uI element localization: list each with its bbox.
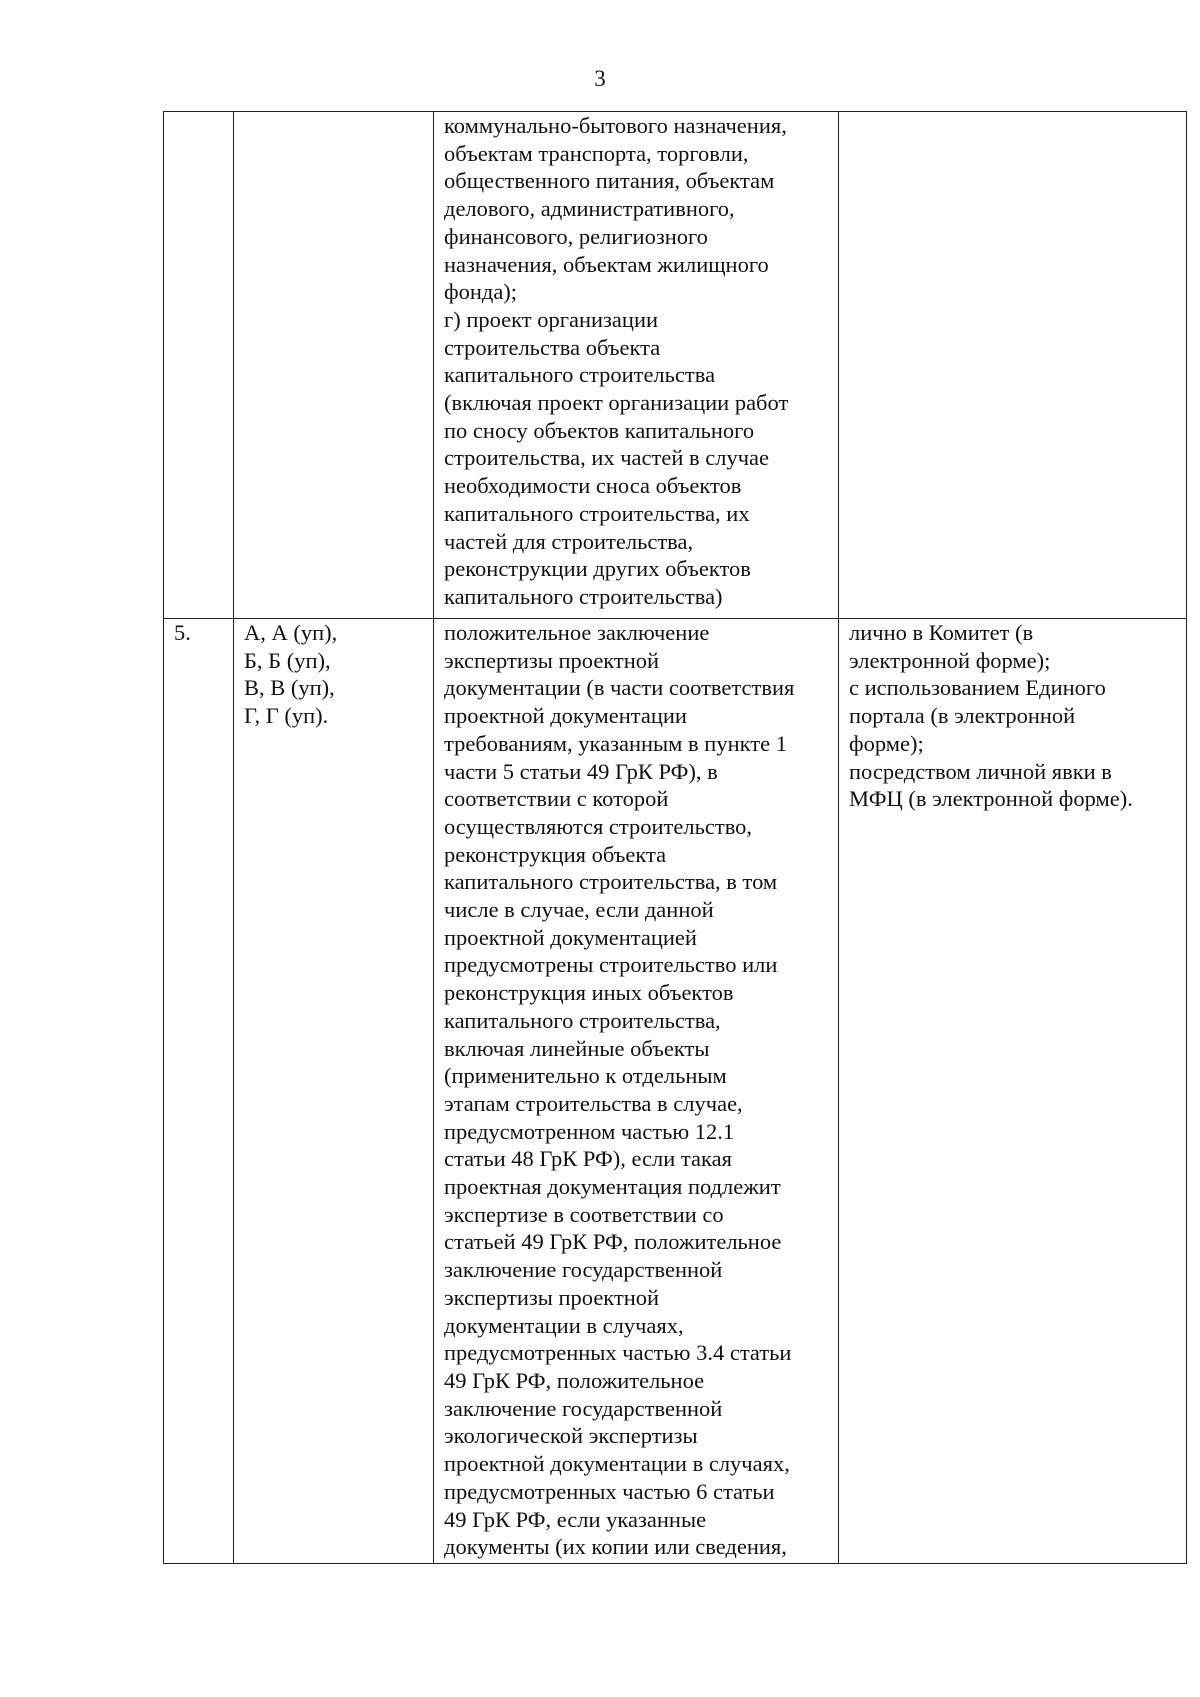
text-line: экспертизе в соответствии со bbox=[444, 1201, 724, 1227]
text-line: (применительно к отдельным bbox=[444, 1063, 727, 1089]
text-line: капитального строительства, в том bbox=[444, 869, 778, 895]
text-line: капитального строительства) bbox=[444, 583, 723, 609]
text-line: документации (в части соответствия bbox=[444, 675, 795, 701]
cell-submission bbox=[839, 112, 1187, 619]
text-line: предусмотренном частью 12.1 bbox=[444, 1118, 735, 1144]
text-line: проектная документация подлежит bbox=[444, 1174, 781, 1200]
text-line: строительства, их частей в случае bbox=[444, 445, 770, 471]
text-line: капитального строительства, bbox=[444, 1007, 721, 1033]
text-line: статьей 49 ГрК РФ, положительное bbox=[444, 1229, 782, 1255]
text-line: электронной форме); bbox=[849, 647, 1051, 673]
cell-categories bbox=[234, 112, 434, 619]
text-line: В, В (уп), bbox=[244, 675, 335, 701]
text-line: Г, Г (уп). bbox=[244, 703, 329, 729]
text-line: (включая проект организации работ bbox=[444, 390, 789, 416]
text-line: предусмотренных частью 6 статьи bbox=[444, 1478, 775, 1504]
text-line: части 5 статьи 49 ГрК РФ), в bbox=[444, 758, 718, 784]
text-line: финансового, религиозного bbox=[444, 223, 708, 249]
text-line: 49 ГрК РФ, если указанные bbox=[444, 1506, 707, 1532]
text-line: реконструкция иных объектов bbox=[444, 980, 734, 1006]
cell-submission bbox=[839, 619, 1187, 1564]
text-line: реконструкция объекта bbox=[444, 841, 667, 867]
text-line: проектной документации в случаях, bbox=[444, 1451, 790, 1477]
text-line: экспертизы проектной bbox=[444, 1284, 660, 1310]
table-row-5 bbox=[164, 619, 1187, 1564]
text-line: соответствии с которой bbox=[444, 786, 669, 812]
text-line: капитального строительства bbox=[444, 362, 716, 388]
text-line: документации в случаях, bbox=[444, 1312, 684, 1338]
text-line: объектам транспорта, торговли, bbox=[444, 140, 749, 166]
text-line: лично в Комитет (в bbox=[849, 620, 1034, 645]
text-line: форме); bbox=[849, 730, 924, 756]
text-line: назначения, объектам жилищного bbox=[444, 251, 769, 277]
text-line: портала (в электронной bbox=[849, 703, 1076, 729]
table-row-continuation bbox=[164, 112, 1187, 619]
text-line: экспертизы проектной bbox=[444, 647, 660, 673]
text-line: капитального строительства, их bbox=[444, 500, 750, 526]
text-line: Б, Б (уп), bbox=[244, 647, 331, 673]
text-line: положительное заключение bbox=[444, 620, 710, 645]
text-line: коммунально-бытового назначения, bbox=[444, 113, 787, 138]
text-line: по сносу объектов капитального bbox=[444, 417, 755, 443]
text-line: заключение государственной bbox=[444, 1395, 723, 1421]
text-line: числе в случае, если данной bbox=[444, 897, 714, 923]
text-line: фонда); bbox=[444, 279, 518, 305]
text-line: предусмотрены строительство или bbox=[444, 952, 778, 978]
row-number: 5. bbox=[174, 620, 191, 645]
text-line: этапам строительства в случае, bbox=[444, 1090, 743, 1116]
text-line: включая линейные объекты bbox=[444, 1035, 710, 1061]
text-line: экологической экспертизы bbox=[444, 1423, 698, 1449]
page-number: 3 bbox=[594, 66, 606, 91]
text-line: проектной документации bbox=[444, 703, 687, 729]
text-line: осуществляются строительство, bbox=[444, 813, 753, 839]
cell-documents bbox=[434, 112, 839, 619]
text-line: частей для строительства, bbox=[444, 528, 694, 554]
text-line: необходимости сноса объектов bbox=[444, 473, 742, 499]
text-line: реконструкции других объектов bbox=[444, 556, 751, 582]
text-line: с использованием Единого bbox=[849, 675, 1106, 701]
text-line: 49 ГрК РФ, положительное bbox=[444, 1367, 705, 1393]
cell-number bbox=[164, 112, 234, 619]
text-line: А, А (уп), bbox=[244, 620, 338, 645]
requirements-table bbox=[163, 111, 1187, 1564]
text-line: проектной документацией bbox=[444, 924, 697, 950]
text-line: делового, административного, bbox=[444, 196, 735, 222]
text-line: предусмотренных частью 3.4 статьи bbox=[444, 1340, 792, 1366]
text-line: строительства объекта bbox=[444, 334, 661, 360]
cell-documents bbox=[434, 619, 839, 1564]
text-line: общественного питания, объектам bbox=[444, 168, 775, 194]
text-line: г) проект организации bbox=[444, 306, 659, 332]
text-line: требованиям, указанным в пункте 1 bbox=[444, 730, 787, 756]
cell-categories bbox=[234, 619, 434, 1564]
text-line: посредством личной явки в bbox=[849, 758, 1112, 784]
text-line: статьи 48 ГрК РФ), если такая bbox=[444, 1146, 732, 1172]
cell-number bbox=[164, 619, 234, 1564]
text-line: документы (их копии или сведения, bbox=[444, 1534, 787, 1560]
text-line: заключение государственной bbox=[444, 1257, 723, 1283]
text-line: МФЦ (в электронной форме). bbox=[849, 786, 1133, 812]
